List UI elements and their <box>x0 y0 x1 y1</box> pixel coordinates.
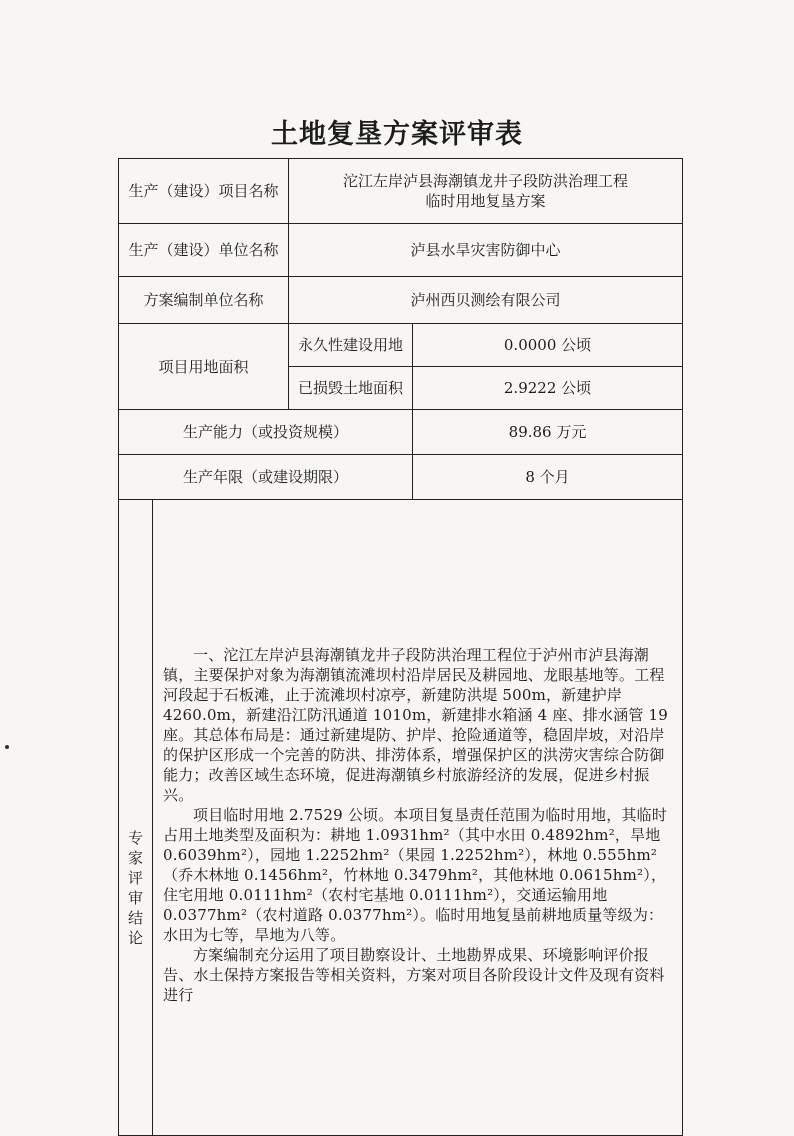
permanent-land-value: 0.0000 公顷 <box>413 324 683 367</box>
row-capacity <box>119 410 683 455</box>
label-char: 专 <box>127 828 143 847</box>
area-label: 项目用地面积 <box>119 324 289 410</box>
scan-speck <box>5 745 9 749</box>
plan-unit-value: 泸州西贝测绘有限公司 <box>289 277 683 324</box>
label-char: 家 <box>127 848 143 867</box>
label-char: 结 <box>127 908 143 927</box>
project-name-line2: 临时用地复垦方案 <box>425 192 546 210</box>
project-name-label: 生产（建设）项目名称 <box>119 159 289 224</box>
unit-name-value: 泸县水旱灾害防御中心 <box>289 224 683 277</box>
damaged-land-label: 已损毁土地面积 <box>289 367 413 410</box>
period-label: 生产年限（或建设期限） <box>119 455 413 500</box>
label-char: 审 <box>127 888 143 907</box>
plan-unit-label: 方案编制单位名称 <box>119 277 289 324</box>
capacity-label: 生产能力（或投资规模） <box>119 410 413 455</box>
row-unit-name <box>119 224 683 277</box>
expert-conclusion-content <box>153 500 683 1136</box>
row-area-permanent <box>119 324 683 367</box>
row-plan-unit <box>119 277 683 324</box>
label-char: 论 <box>127 928 143 947</box>
conclusion-paragraph-3: 方案编制充分运用了项目勘察设计、土地勘界成果、环境影响评价报告、水土保持方案报告等相关资料，方案对项目各阶段设计文件及现有资料进行 <box>163 945 665 1004</box>
review-form-table <box>118 158 683 1136</box>
conclusion-paragraph-1: 一、沱江左岸泸县海潮镇龙井子段防洪治理工程位于泸州市泸县海潮镇，主要保护对象为海潮镇流滩坝村沿岸居民及耕园地、龙眼基地等。工程河段起于石板滩，止于流滩坝村凉亭，新建防洪堤 500m，新建护岸 4260.0m，新建沿江防汛通道 1010m，新建排水箱涵 4 座、排水涵管 19 座。其总体布局是：通过新建堤防、护岸、抢险通道等，稳固岸坡，对沿岸的保护区形成一个完善的防洪、排涝体系，增强保护区的洪涝灾害综合防御能力；改善区域生态环境，促进海潮镇乡村旅游经济的发展，促进乡村振兴。 <box>163 645 669 804</box>
conclusion-paragraph-2: 项目临时用地 2.7529 公顷。本项目复垦责任范围为临时用地，其临时占用土地类型及面积为：耕地 1.0931hm²（其中水田 0.4892hm²，旱地 0.6039hm²），园地 1.2252hm²（果园 1.2252hm²），林地 0.555hm²（乔木林地 0.1456hm²，竹林地 0.3479hm²，其他林地 0.0615hm²），住宅用地 0.0111hm²（农村宅基地 0.0111hm²），交通运输用地 0.0377hm²（农村道路 0.0377hm²）。临时用地复垦前耕地质量等级为：水田为七等，旱地为八等。 <box>163 805 668 944</box>
permanent-land-label: 永久性建设用地 <box>289 324 413 367</box>
capacity-value: 89.86 万元 <box>413 410 683 455</box>
expert-conclusion-label <box>119 500 153 1136</box>
project-name-line1: 沱江左岸泸县海潮镇龙井子段防洪治理工程 <box>343 172 629 190</box>
period-value: 8 个月 <box>413 455 683 500</box>
row-expert-conclusion <box>119 500 683 1136</box>
row-period <box>119 455 683 500</box>
damaged-land-value: 2.9222 公顷 <box>413 367 683 410</box>
document-title: 土地复垦方案评审表 <box>271 119 523 150</box>
project-name-value <box>289 159 683 224</box>
row-project-name <box>119 159 683 224</box>
unit-name-label: 生产（建设）单位名称 <box>119 224 289 277</box>
label-char: 评 <box>127 868 143 887</box>
